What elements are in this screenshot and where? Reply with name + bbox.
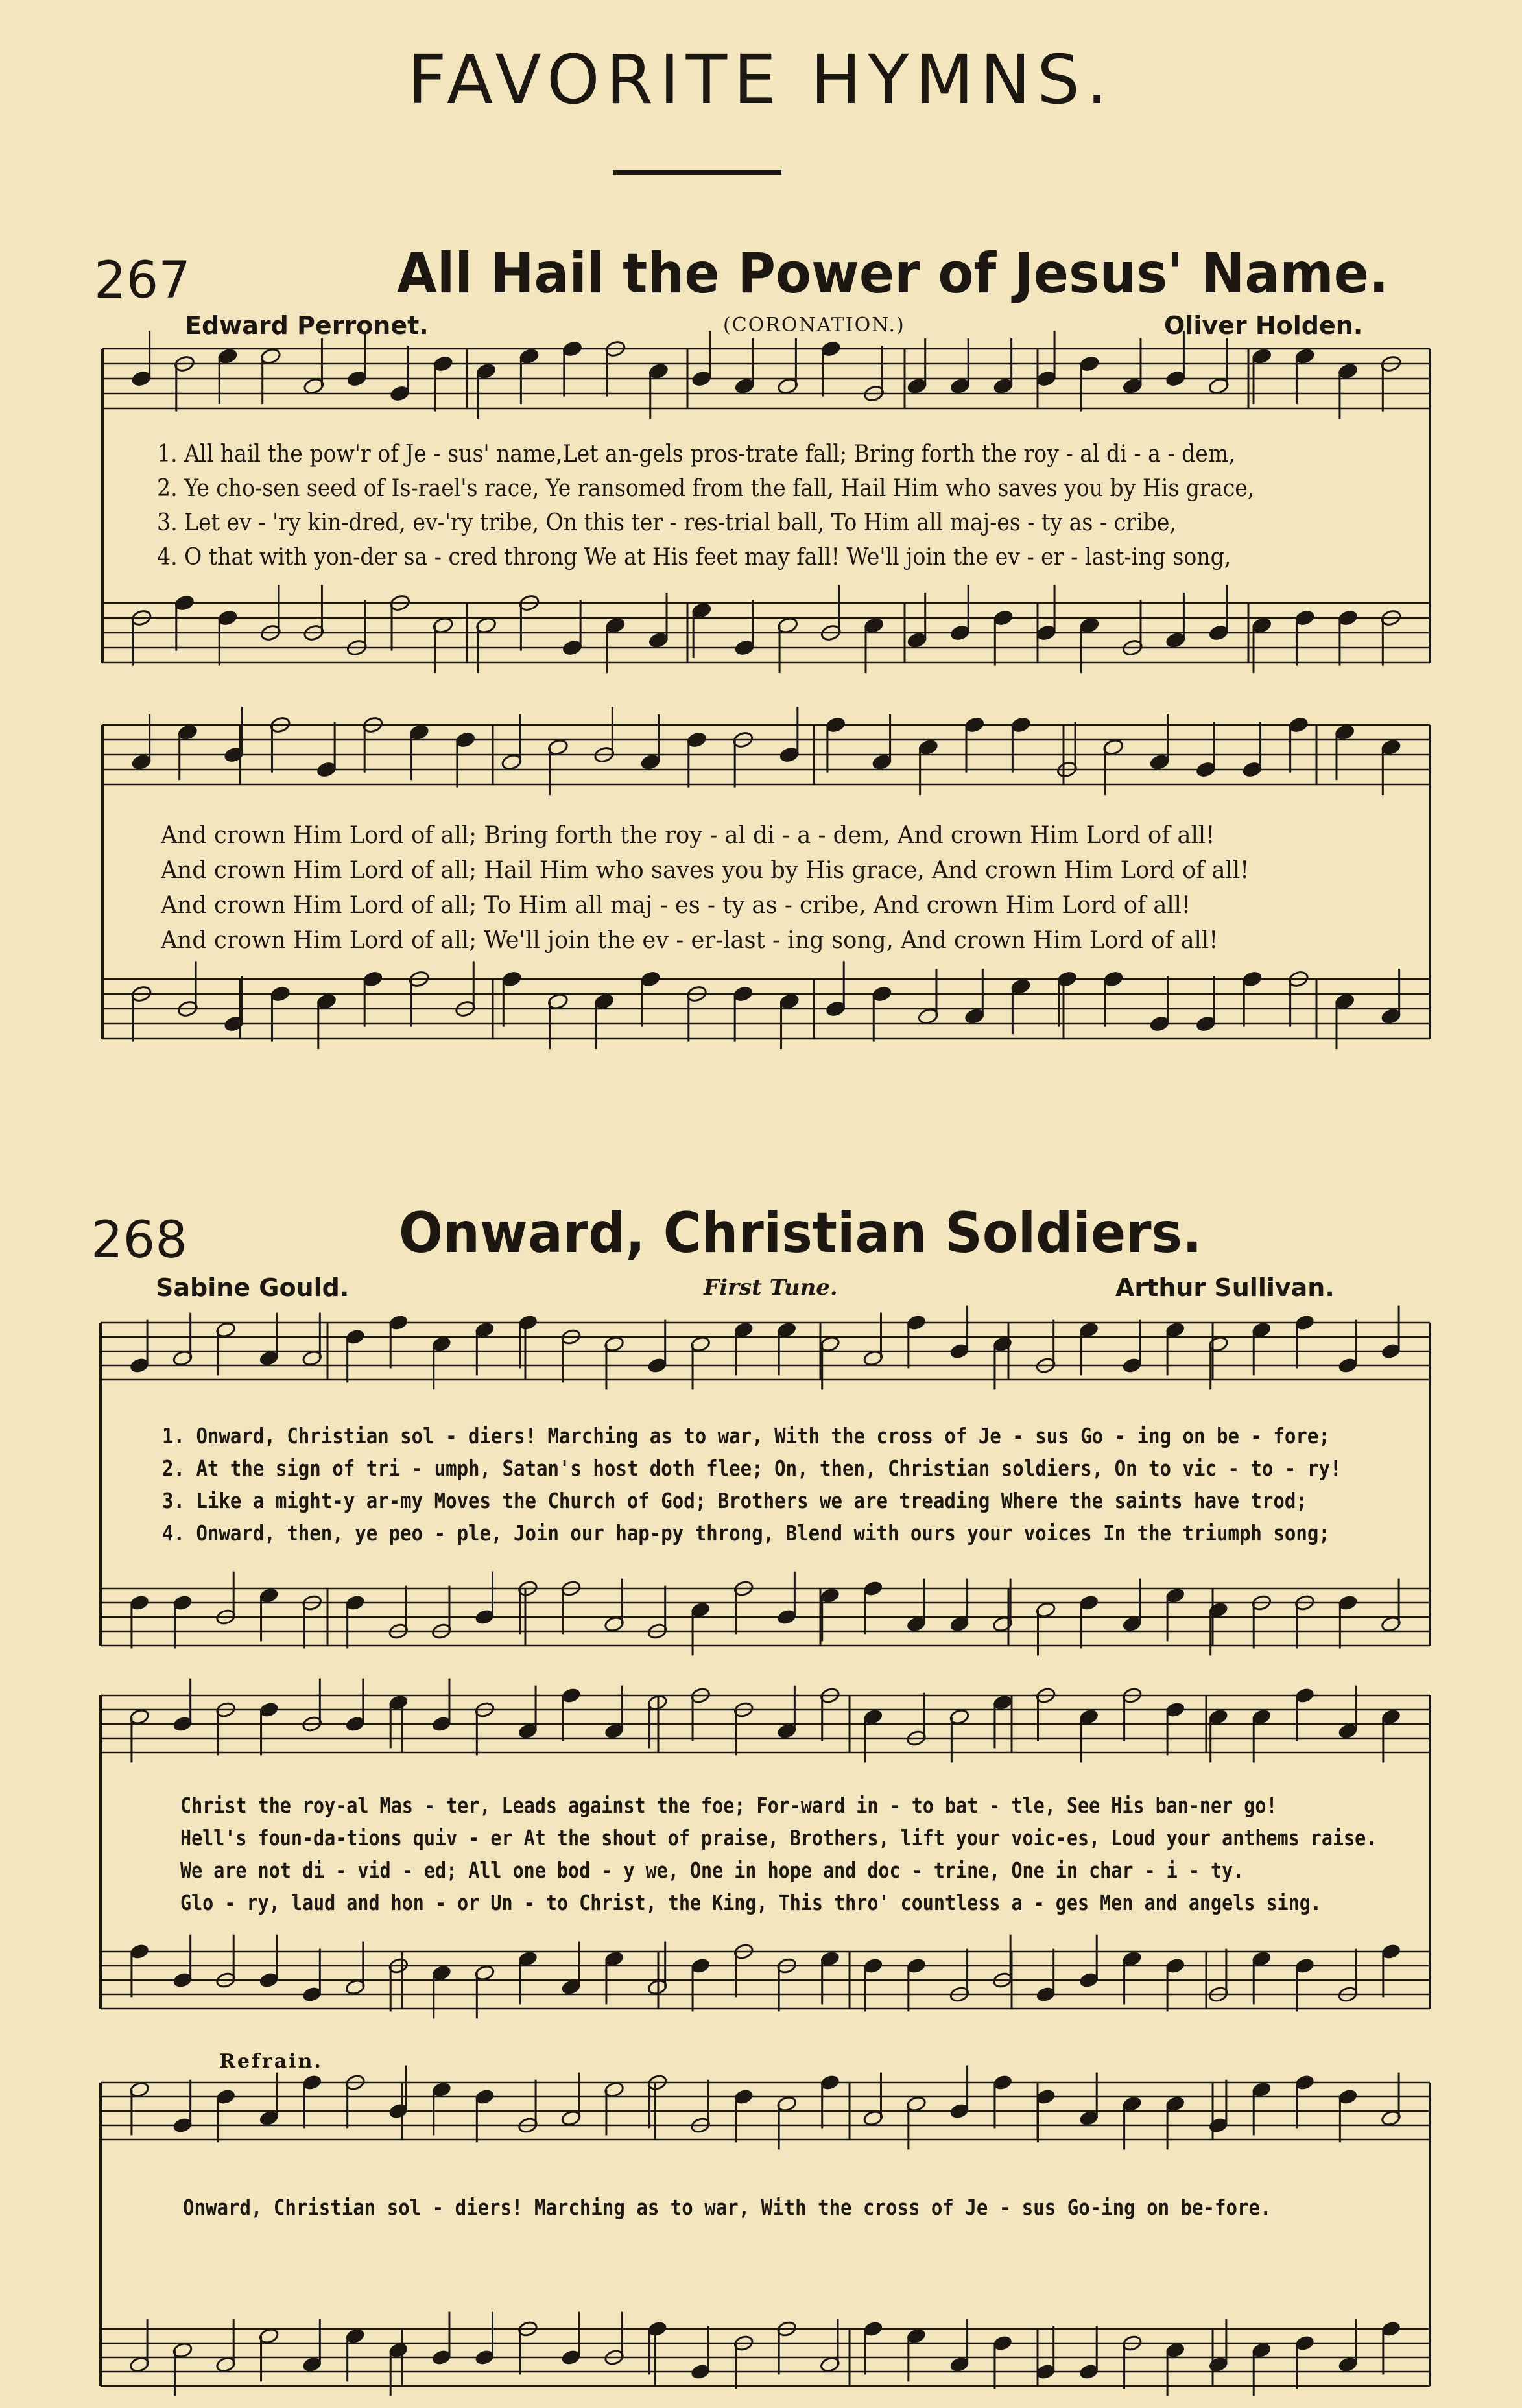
- hymn-268-verse-3a: 3. Like a might-y ar-my Moves the Church of God; Brothers we are treading Where the saints have trod;: [162, 1488, 1307, 1513]
- hymn-268-system-1: [101, 1323, 1430, 1646]
- page-title: FAVORITE HYMNS.: [407, 40, 1115, 119]
- hymn-267-verse-3a: 3. Let ev - 'ry kin-dred, ev-'ry tribe, On this ter - res-trial ball, To Him all maj-es - ty as - cribe,: [157, 510, 1176, 536]
- hymn-267-verse-1b: And crown Him Lord of all; Bring forth the roy - al di - a - dem, And crown Him Lord of all!: [161, 822, 1215, 849]
- hymn-268-verse-2a: 2. At the sign of tri - umph, Satan's host doth flee; On, then, Christian soldiers, On to vic - to - ry!: [162, 1456, 1342, 1481]
- hymn-268-tune: First Tune.: [704, 1275, 838, 1301]
- hymn-268-title: Onward, Christian Soldiers.: [399, 1201, 1202, 1266]
- hymn-267-system-1: [102, 349, 1430, 663]
- hymn-268-refrain-text: Onward, Christian sol - diers! Marching as to war, With the cross of Je - sus Go-ing on be-fore.: [183, 2195, 1272, 2220]
- hymn-268-composer: Arthur Sullivan.: [1115, 1273, 1335, 1302]
- hymn-268-verse-1a: 1. Onward, Christian sol - diers! Marching as to war, With the cross of Je - sus Go - ing on be - fore;: [162, 1423, 1330, 1448]
- hymn-268-system-2: [101, 1695, 1430, 2009]
- hymn-267-verse-2a: 2. Ye cho-sen seed of Is-rael's race, Ye ransomed from the fall, Hail Him who saves you by His grace,: [157, 475, 1255, 502]
- hymn-268-verse-4b: Glo - ry, laud and hon - or Un - to Christ, the King, This thro' countless a - ges Men and angels sing.: [180, 1890, 1322, 1915]
- hymn-268-system-3: [101, 2083, 1430, 2386]
- hymn-267-verse-1a: 1. All hail the pow'r of Je - sus' name,Let an-gels pros-trate fall; Bring forth the roy - al di - a - dem,: [157, 441, 1235, 467]
- hymn-268-author: Sabine Gould.: [156, 1273, 350, 1302]
- hymn-267-tune: (CORONATION.): [723, 314, 905, 336]
- hymn-267-author: Edward Perronet.: [185, 311, 429, 340]
- hymn-267-title: All Hail the Power of Jesus' Name.: [397, 241, 1389, 306]
- hymn-268-verse-3b: We are not di - vid - ed; All one bod - y we, One in hope and doc - trine, One in char - i - ty.: [180, 1858, 1244, 1883]
- hymn-268-verse-1b: Christ the roy-al Mas - ter, Leads against the foe; For-ward in - to bat - tle, See His ban-ner go!: [180, 1793, 1278, 1818]
- hymn-267-verse-3b: And crown Him Lord of all; To Him all maj - es - ty as - cribe, And crown Him Lord of all!: [161, 892, 1191, 919]
- hymn-267-verse-4b: And crown Him Lord of all; We'll join the ev - er-last - ing song, And crown Him Lord of all!: [161, 927, 1219, 954]
- hymn-268-verse-2b: Hell's foun-da-tions quiv - er At the shout of praise, Brothers, lift your voic-es, Loud your anthems raise.: [180, 1825, 1377, 1850]
- hymn-267-composer: Oliver Holden.: [1164, 311, 1363, 340]
- hymn-268-refrain-label: Refrain.: [219, 2050, 323, 2073]
- hymn-267-verse-4a: 4. O that with yon-der sa - cred throng We at His feet may fall! We'll join the ev - er - last-ing song,: [157, 544, 1231, 571]
- music-notes: [129, 331, 1402, 2396]
- hymn-268-number: 268: [91, 1211, 187, 1269]
- hymn-267-verse-2b: And crown Him Lord of all; Hail Him who saves you by His grace, And crown Him Lord of all!: [161, 857, 1250, 884]
- hymn-268-verse-4a: 4. Onward, then, ye peo - ple, Join our hap-py throng, Blend with ours your voices In the triumph song;: [162, 1520, 1330, 1546]
- hymn-267-number: 267: [94, 252, 191, 310]
